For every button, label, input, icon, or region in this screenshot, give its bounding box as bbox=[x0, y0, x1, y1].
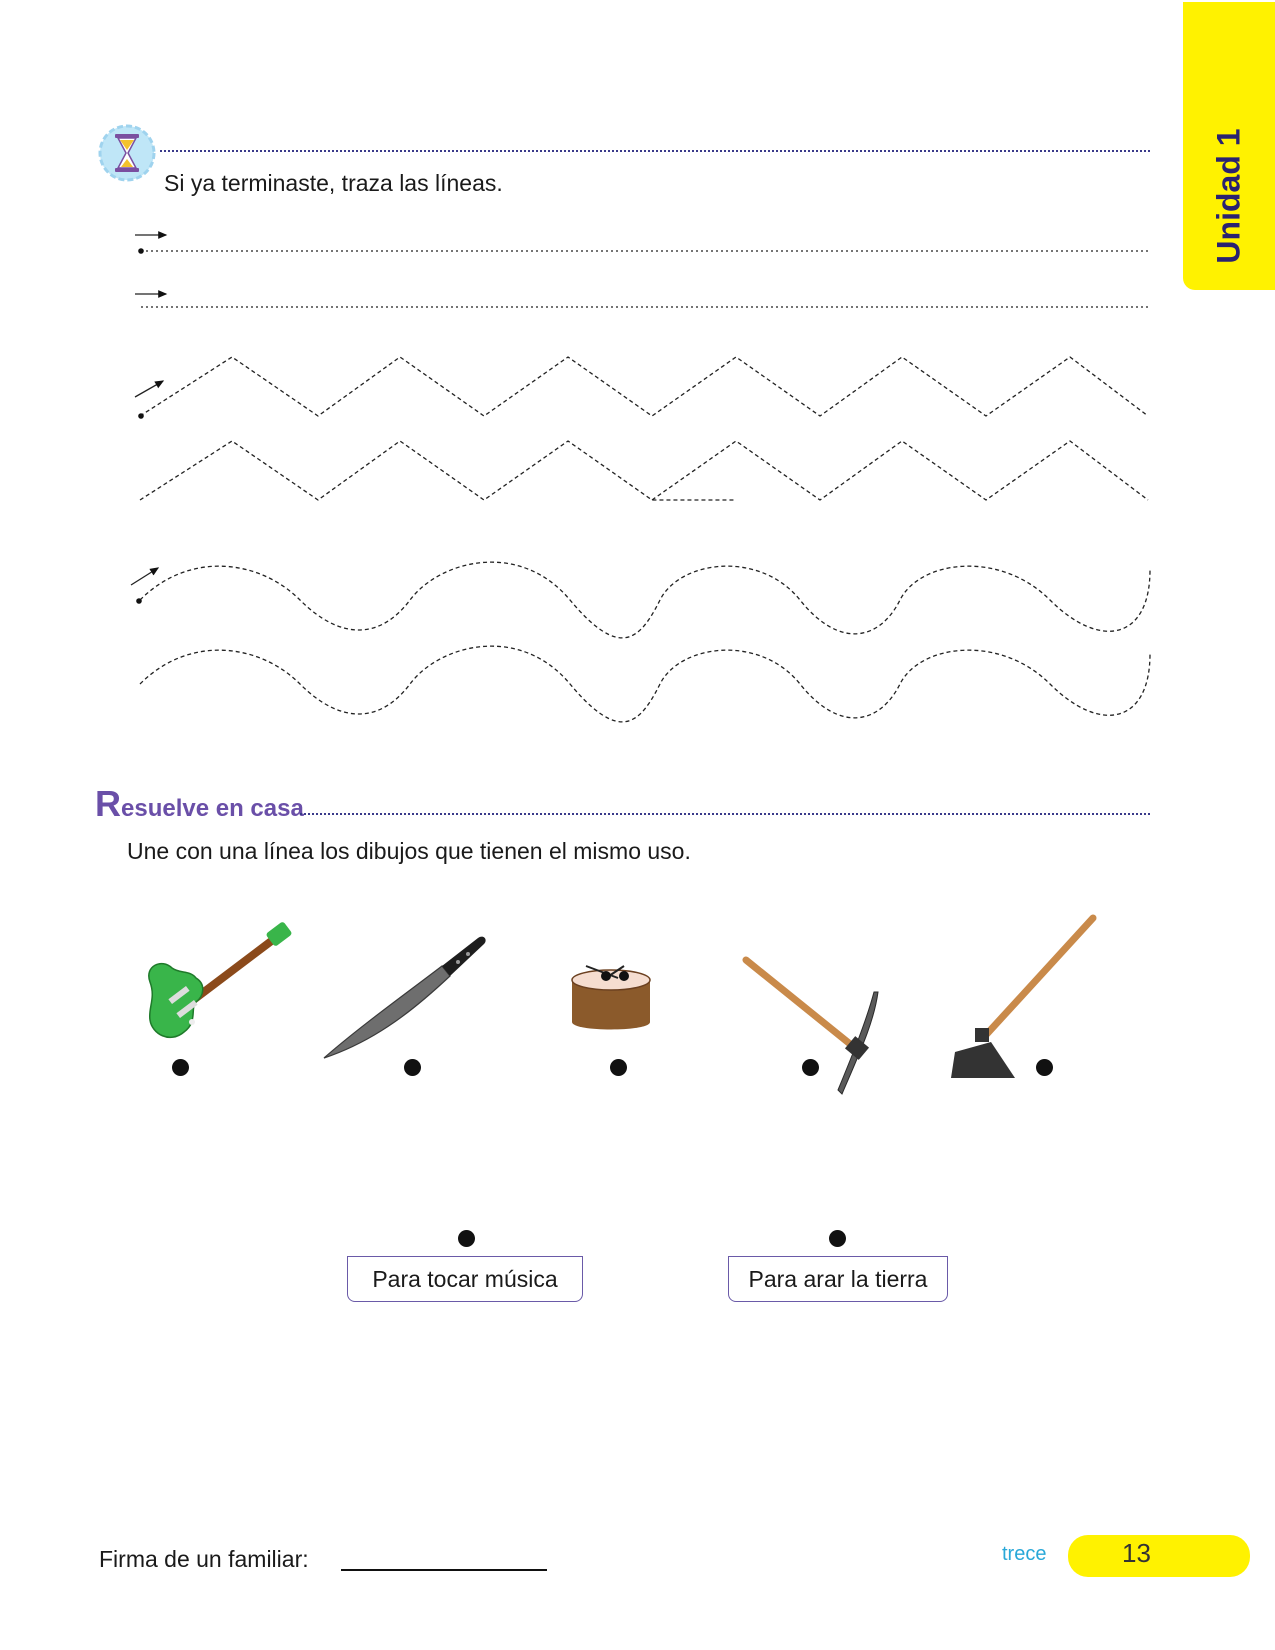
pickaxe-icon bbox=[740, 952, 890, 1102]
section-title bbox=[95, 783, 304, 825]
machete-dot[interactable] bbox=[404, 1059, 421, 1076]
guitar-icon bbox=[140, 922, 300, 1052]
farming-label-dot[interactable] bbox=[829, 1230, 846, 1247]
drum-icon bbox=[566, 960, 656, 1040]
hoe-icon bbox=[945, 912, 1105, 1082]
page-number: 13 bbox=[1122, 1538, 1151, 1568]
section-title-rest: esuelve en casa bbox=[121, 795, 304, 822]
drum-dot[interactable] bbox=[610, 1059, 627, 1076]
machete-icon bbox=[318, 932, 488, 1062]
signature-line[interactable] bbox=[341, 1569, 547, 1571]
homework-instruction: Une con una línea los dibujos que tienen el mismo uso. bbox=[127, 838, 691, 864]
hoe-dot[interactable] bbox=[1036, 1059, 1053, 1076]
activity-instruction: Si ya terminaste, traza las líneas. bbox=[164, 170, 503, 196]
guitar-dot[interactable] bbox=[172, 1059, 189, 1076]
tracing-lines bbox=[0, 0, 1275, 760]
music-label-dot[interactable] bbox=[458, 1230, 475, 1247]
signature-label: Firma de un familiar: bbox=[99, 1546, 309, 1572]
unit-label: Unidad 1 bbox=[1210, 128, 1247, 264]
pickaxe-dot[interactable] bbox=[802, 1059, 819, 1076]
page-number-badge bbox=[1068, 1535, 1250, 1577]
section-title-line bbox=[300, 813, 1150, 815]
page-word: trece bbox=[1002, 1543, 1047, 1565]
section-title-initial: R bbox=[95, 783, 121, 824]
farming-label: Para arar la tierra bbox=[728, 1256, 948, 1302]
music-label: Para tocar música bbox=[347, 1256, 583, 1302]
